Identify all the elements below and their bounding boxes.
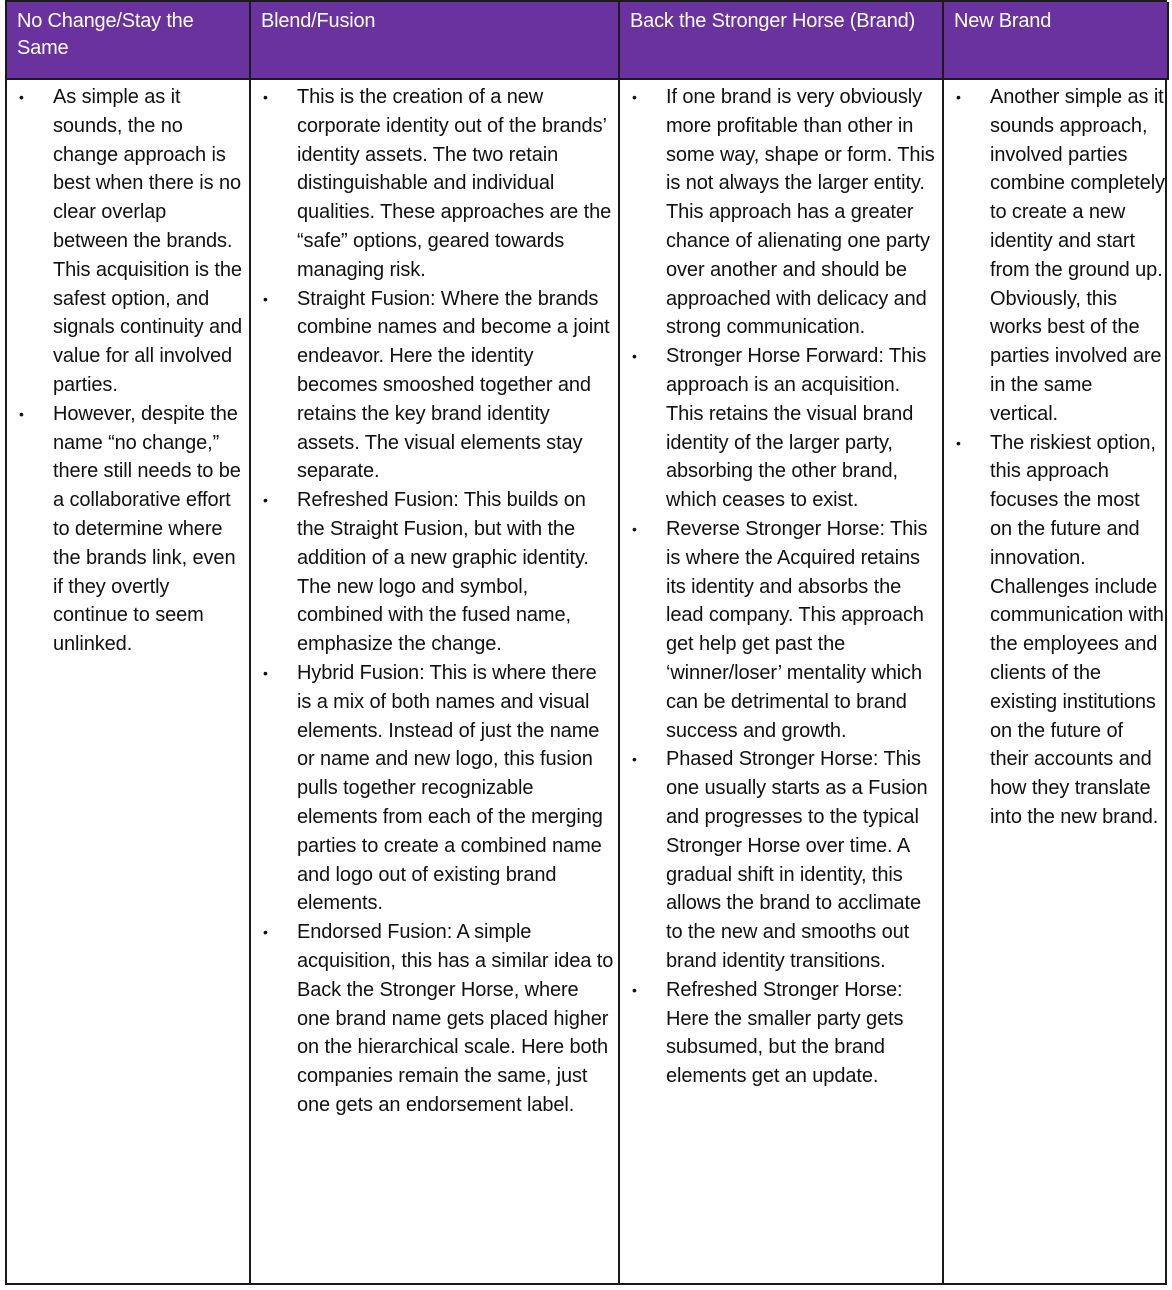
header-blend-fusion: Blend/Fusion	[251, 2, 620, 80]
list-item	[626, 342, 938, 515]
item-lead: Phased Stronger Horse	[666, 748, 873, 771]
list-item	[257, 659, 614, 918]
bullet-icon: •	[263, 89, 268, 105]
item-lead: Hybrid Fusion:	[297, 661, 425, 684]
item-lead: Refreshed Fusion:	[297, 489, 459, 512]
bullet-icon: •	[19, 89, 24, 105]
list-item	[950, 83, 1165, 429]
cell-stronger-horse	[620, 80, 944, 1283]
list-item	[626, 976, 938, 1091]
item-lead: Refreshed Stronger Horse:	[666, 978, 903, 1001]
list-item	[13, 400, 245, 659]
bullet-icon: •	[632, 520, 637, 537]
bullet-icon: •	[956, 89, 961, 105]
list-item	[626, 83, 938, 342]
item-text: : Where the brands combine names and become a joint endeavor. Here the identity becomes smooshed together and retains the key brand identity assets. The visual elements stay separate.	[297, 287, 610, 483]
item-text: This builds on the Straight Fusion, but with the addition of a new graphic identity. The new logo and symbol, combined with the fused name, emphasize the change.	[297, 489, 589, 656]
cell-new-brand	[944, 80, 1169, 1283]
bullet-list	[626, 83, 938, 1091]
item-text: However, despite the name “no change,” there still needs to be a collaborative effort to determine where the brands link, even if they overtly continue to seem unlinked.	[53, 402, 241, 656]
item-lead: Reverse Stronger Horse:	[666, 517, 885, 540]
list-item	[257, 918, 614, 1120]
item-text: As simple as it sounds, the no change approach is best when there is no clear overlap between the brands. This acquisition is the safest option, and signals continuity and value for all involved parties.	[53, 86, 243, 396]
bullet-icon: •	[632, 981, 637, 998]
bullet-icon: •	[19, 405, 24, 422]
bullet-list	[950, 83, 1165, 832]
list-item	[257, 486, 614, 659]
bullet-icon: •	[632, 348, 637, 365]
item-text: The riskiest option, this approach focuses the most on the future and innovation. Challenges include communication with the employees and clients of the existing institutions on the future of their accounts and how they translate into the new brand.	[990, 431, 1164, 828]
header-stronger-horse: Back the Stronger Horse (Brand)	[620, 2, 944, 80]
header-new-brand: New Brand	[944, 2, 1169, 80]
bullet-icon: •	[632, 89, 637, 105]
item-text: A simple acquisition, this has a similar idea to Back the Stronger Horse, where one brand name gets placed higher on the hierarchical scale. Here both companies remain the same, just one gets an endorsement label.	[297, 921, 614, 1116]
item-text: This is the creation of a new corporate identity out of the brands’ identity assets. The two retain distinguishable and individual qualities. These approaches are the “safe” options, geared towards managing risk.	[297, 86, 612, 281]
list-item	[257, 285, 614, 487]
list-item	[626, 515, 938, 745]
bullet-icon: •	[956, 434, 961, 451]
item-text: Here the smaller party gets subsumed, but the brand elements get an update.	[666, 1007, 904, 1088]
header-no-change: No Change/Stay the Same	[7, 2, 251, 80]
list-item	[257, 83, 614, 285]
bullet-icon: •	[263, 492, 268, 509]
bullet-list	[257, 83, 614, 1120]
comparison-table	[5, 0, 1167, 1285]
bullet-icon: •	[263, 290, 268, 307]
list-item	[13, 83, 245, 400]
item-lead: Straight Fusion	[297, 287, 431, 310]
item-text: This is where the Acquired retains its identity and absorbs the lead company. This approach get help get past the ‘winner/loser’ mentality which can be detrimental to brand success and growth.	[666, 517, 928, 742]
item-text: If one brand is very obviously more profitable than other in some way, shape or form. This is not always the larger entity. This approach has a greater chance of alienating one party over another and should be approached with delicacy and strong communication.	[666, 86, 935, 339]
item-text: : This one usually starts as a Fusion and progresses to the typical Stronger Horse over time. A gradual shift in identity, this allows the brand to acclimate to the new and smooths out brand identity transitions.	[666, 748, 928, 972]
bullet-icon: •	[263, 924, 268, 941]
item-lead: Stronger Horse Forward:	[666, 345, 884, 368]
cell-no-change	[7, 80, 251, 1283]
list-item	[626, 745, 938, 975]
item-text: This approach is an acquisition. This retains the visual brand identity of the larger party, absorbing the other brand, which ceases to exist.	[666, 345, 927, 512]
item-lead: Endorsed Fusion:	[297, 921, 453, 944]
bullet-icon: •	[263, 664, 268, 681]
cell-blend-fusion	[251, 80, 620, 1283]
item-text: This is where there is a mix of both names and visual elements. Instead of just the name or name and new logo, this fusion pulls together recognizable elements from each of the merging parties to create a combined name and logo out of existing brand elements.	[297, 661, 603, 915]
list-item	[950, 429, 1165, 832]
bullet-icon: •	[632, 751, 637, 768]
bullet-list	[13, 83, 245, 659]
item-text: Another simple as it sounds approach, involved parties combine completely to create a new identity and start from the ground up. Obviously, this works best of the parties involved are in the same vertical.	[990, 86, 1165, 425]
